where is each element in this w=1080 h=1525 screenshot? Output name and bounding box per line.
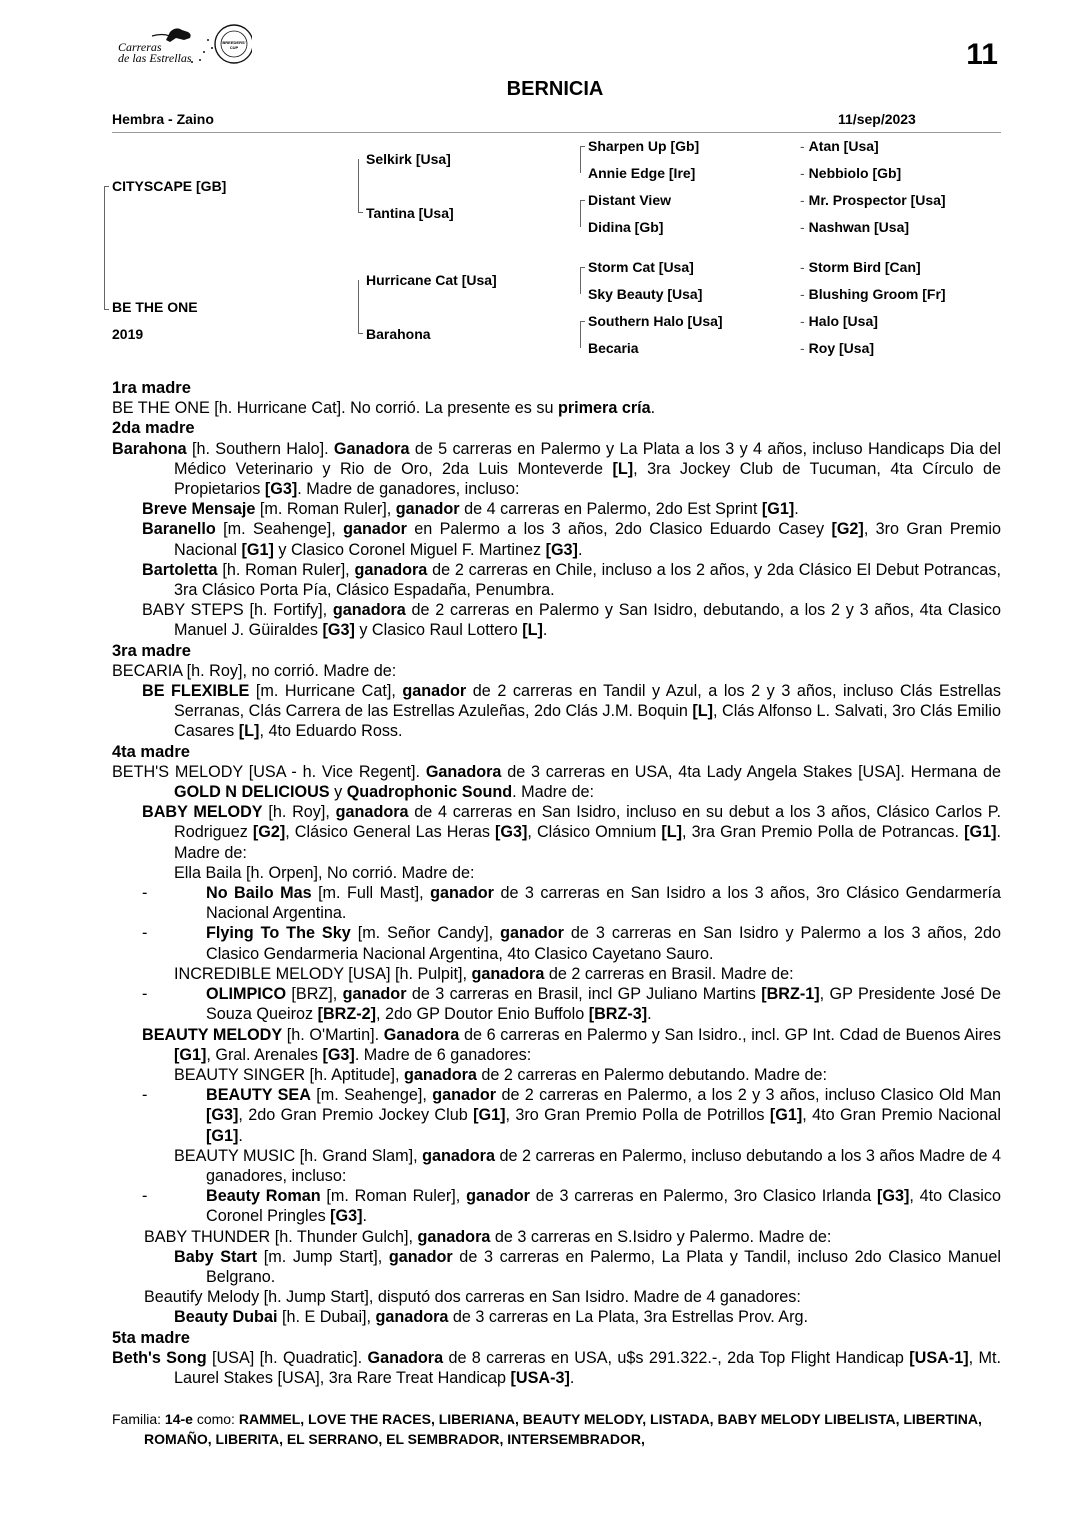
pedigree-dash: - (800, 286, 805, 302)
paragraph: Barahona [h. Southern Halo]. Ganadora de 5 carreras en Palermo y La Plata a los 3 y 4 años, incluso Handicaps Dia del Médico Veterinario y Rio de Oro, 2da Luis Monteverde [L], 3ra Jockey Club de Tucuman, 4ta Círculo de Propietarios [G3]. Madre de ganadores, incluso: (112, 439, 1001, 499)
pedigree-gen2: Barahona (366, 326, 431, 342)
paragraph: INCREDIBLE MELODY [USA] [h. Pulpit], ganadora de 2 carreras en Brasil. Madre de: (174, 964, 794, 983)
section-heading: 3ra madre (112, 641, 191, 660)
list-item: - Flying To The Sky [m. Señor Candy], ganador de 3 carreras en San Isidro y Palermo a los 3 años, 2do Clasico Gendarmeria Nacional Argentina, 4to Clasico Cayetano Sauro. (142, 924, 1001, 963)
pedigree-dash: - (800, 192, 805, 208)
paragraph: BEAUTY SINGER [h. Aptitude], ganadora de 2 carreras en Palermo debutando. Madre de: (174, 1065, 827, 1084)
pedigree-gen3: Sky Beauty [Usa] (588, 286, 703, 302)
divider (112, 132, 1001, 133)
pedigree-gen2: Selkirk [Usa] (366, 151, 451, 167)
pedigree-dash: - (800, 138, 805, 154)
pedigree-gen4: Storm Bird [Can] (808, 259, 921, 275)
paragraph: Beauty Dubai [h. E Dubai], ganadora de 3 carreras en La Plata, 3ra Estrellas Prov. Arg. (174, 1308, 808, 1327)
logo-text-2: de las Estrellas (118, 51, 192, 65)
pedigree-dash: - (800, 340, 805, 356)
pedigree-gen3: Distant View (588, 192, 671, 208)
paragraph: Beautify Melody [h. Jump Start], disputó dos carreras en San Isidro. Madre de 4 ganadores: (144, 1288, 801, 1307)
paragraph: BETH'S MELODY [USA - h. Vice Regent]. Ganadora de 3 carreras en USA, 4ta Lady Angela Stakes [USA]. Hermana de GOLD N DELICIOUS y Quadrophonic Sound. Madre de: (112, 762, 1002, 802)
pedigree-gen2: Hurricane Cat [Usa] (366, 272, 497, 288)
pedigree-bracket (104, 186, 105, 310)
family-label: Familia: (112, 1411, 165, 1427)
pedigree-gen4: Nebbiolo [Gb] (808, 165, 902, 181)
logo (112, 22, 252, 72)
pedigree-dash: - (800, 219, 805, 235)
pedigree-dam-year: 2019 (112, 326, 144, 342)
list-item: - No Bailo Mas [m. Full Mast], ganador de 3 carreras en San Isidro a los 3 años, 3ro Clásico Gendarmería Nacional Argentina. (142, 884, 1002, 923)
list-item: - OLIMPICO [BRZ], ganador de 3 carreras en Brasil, incl GP Juliano Martins [BRZ-1], GP Presidente José De Souza Queiroz [BRZ-2], 2do GP Doutor Enio Buffolo [BRZ-3]. (142, 985, 1001, 1024)
pedigree-dash: - (800, 313, 805, 329)
list-item: - Beauty Roman [m. Roman Ruler], ganador de 3 carreras en Palermo, 3ro Clasico Irlanda [G3], 4to Clasico Coronel Pringles [G3]. (142, 1187, 1001, 1226)
pedigree-gen3: Southern Halo [Usa] (588, 313, 723, 329)
section-heading: 2da madre (112, 419, 195, 438)
pedigree-gen4: Roy [Usa] (808, 340, 875, 356)
pedigree-gen3: Annie Edge [Ire] (588, 165, 696, 181)
family-como: como: (192, 1411, 239, 1427)
pedigree-gen2: Tantina [Usa] (366, 205, 454, 221)
pedigree-dam: BE THE ONE (112, 299, 198, 315)
paragraph: Bartoletta [h. Roman Ruler], ganadora de 2 carreras en Chile, incluso a los 2 años, y 2da Clásico El Debut Potrancas, 3ra Clásico Porta Pía, Clásico Espadaña, Penumbra. (142, 560, 1001, 600)
paragraph: Baby Start [m. Jump Start], ganador de 3 carreras en Palermo, La Plata y Tandil, incluso 2do Clasico Manuel Belgrano. (174, 1247, 1001, 1286)
sex-coat: Hembra - Zaino (112, 111, 214, 127)
paragraph: BEAUTY MELODY [h. O'Martin]. Ganadora de 6 carreras en Palermo y San Isidro., incl. GP Int. Cdad de Buenos Aires [G1], Gral. Arenales [G3]. Madre de 6 ganadores: (142, 1025, 1002, 1064)
lot-number: 11 (966, 38, 998, 71)
paragraph: BE FLEXIBLE [m. Hurricane Cat], ganador de 2 carreras en Tandil y Azul, a los 2 y 3 años, incluso Clás Estrellas Serranas, Clás Carrera de las Estrellas Azuleñas, 2do Clás J.M. Boquin [L], Clás Alfonso L. Salvati, 3ro Clás Emilio Casares [L], 4to Eduardo Ross. (142, 682, 1001, 741)
pedigree-gen4: Blushing Groom [Fr] (808, 286, 946, 302)
pedigree-gen4: Mr. Prospector [Usa] (808, 192, 946, 208)
pedigree-gen3: Sharpen Up [Gb] (588, 138, 700, 154)
paragraph: BABY STEPS [h. Fortify], ganadora de 2 carreras en Palermo y San Isidro, debutando, a los 2 y 3 años, 4ta Clasico Manuel J. Güiraldes [G3] y Clasico Raul Lottero [L]. (142, 601, 1001, 640)
pedigree-gen4: Halo [Usa] (808, 313, 878, 329)
seal-text: BREEDERS' CUP (222, 40, 246, 50)
pedigree-gen4: Atan [Usa] (808, 138, 879, 154)
paragraph: BABY THUNDER [h. Thunder Gulch], ganadora de 3 carreras en S.Isidro y Palermo. Madre de: (144, 1227, 832, 1246)
family-names: RAMMEL, LOVE THE RACES, LIBERIANA, BEAUTY MELODY, LISTADA, BABY MELODY LIBELISTA, LIBERTINA, ROMAÑO, LIBERITA, EL SERRANO, EL SEMBRADOR, INTERSEMBRADOR, (144, 1411, 982, 1447)
paragraph: Ella Baila [h. Orpen], No corrió. Madre de: (174, 863, 475, 882)
horse-name: BERNICIA (506, 78, 604, 100)
pedigree-dash: - (800, 259, 805, 275)
section-heading: 5ta madre (112, 1328, 190, 1347)
logo-text-1: Carreras (118, 40, 162, 54)
paragraph: BE THE ONE [h. Hurricane Cat]. No corrió. La presente es su primera cría. (112, 399, 656, 418)
pedigree-gen4: Nashwan [Usa] (808, 219, 910, 235)
section-heading: 1ra madre (112, 379, 191, 397)
pedigree-dash: - (800, 165, 805, 181)
pedigree-gen3: Didina [Gb] (588, 219, 664, 235)
pedigree-gen3: Becaria (588, 340, 639, 356)
sale-date: 11/sep/2023 (838, 111, 916, 127)
pedigree-sire: CITYSCAPE [GB] (112, 178, 227, 194)
list-item: - BEAUTY SEA [m. Seahenge], ganador de 2 carreras en Palermo, a los 2 y 3 años, incluso Clasico Old Man [G3], 2do Gran Premio Jockey Club [G1], 3ro Gran Premio Polla de Potrillos [G1], 4to Gran Premio Nacional [G1]. (142, 1086, 1001, 1145)
catalog-body (112, 378, 1001, 1388)
paragraph: BECARIA [h. Roy], no corrió. Madre de: (112, 661, 397, 680)
paragraph: Baranello [m. Seahenge], ganador en Palermo a los 3 años, 2do Clasico Eduardo Casey [G2], 3ro Gran Premio Nacional [G1] y Clasico Coronel Miguel F. Martinez [G3]. (142, 520, 1001, 559)
section-heading: 4ta madre (112, 742, 190, 761)
paragraph: Breve Mensaje [m. Roman Ruler], ganador de 4 carreras en Palermo, 2do Est Sprint [G1]. (142, 500, 799, 519)
pedigree-gen3: Storm Cat [Usa] (588, 259, 694, 275)
family-line (112, 1409, 1001, 1449)
family-code: 14-e (164, 1411, 193, 1427)
paragraph: BEAUTY MUSIC [h. Grand Slam], ganadora de 2 carreras en Palermo, incluso debutando a los 3 años Madre de 4 ganadores, incluso: (174, 1146, 1001, 1185)
paragraph: BABY MELODY [h. Roy], ganadora de 4 carreras en San Isidro, incluso en su debut a los 3 años, Clásico Carlos P. Rodriguez [G2], Clásico General Las Heras [G3], Clásico Omnium [L], 3ra Gran Premio Polla de Potrancas. [G1]. Madre de: (142, 803, 1002, 862)
paragraph: Beth's Song [USA] [h. Quadratic]. Ganadora de 8 carreras en USA, u$s 291.322.-, 2da Top Flight Handicap [USA-1], Mt. Laurel Stakes [USA], 3ra Rare Treat Handicap [USA-3]. (112, 1348, 1001, 1387)
